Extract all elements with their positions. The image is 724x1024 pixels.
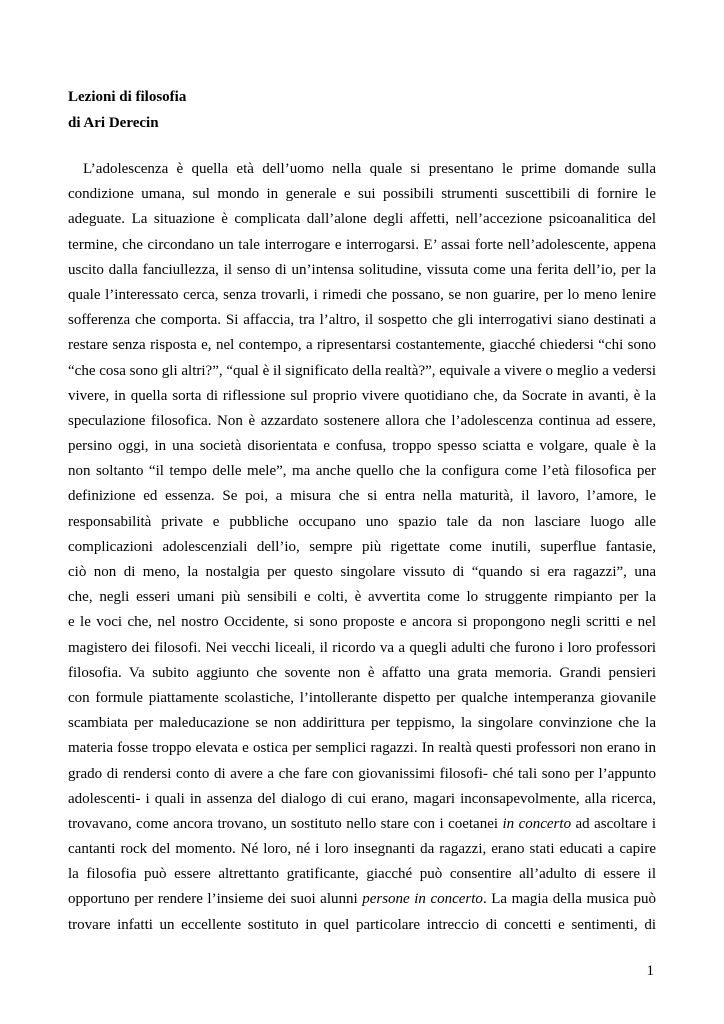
text-line	[68, 636, 656, 661]
text-line	[68, 384, 656, 409]
text-segment: sofferenza che comporta. Si affaccia, tra l’altro, il sospetto che gli interrogativi siano destinati a	[68, 312, 656, 329]
text-segment: L’adolescenza è quella età dell’uomo nella quale si presentano le prime domande sulla	[83, 161, 656, 177]
text-segment: adeguate. La situazione è complicata dall’alone degli affetti, nell’accezione psicoanalitica del	[68, 211, 656, 228]
text-line	[68, 484, 656, 509]
text-segment: . La magia della musica può	[482, 891, 656, 908]
italic-text: persone in concerto	[362, 891, 483, 908]
text-segment: la filosofia può essere altrettanto gratificante, giacché può consentire all’adulto di essere il	[68, 866, 656, 883]
text-segment: definizione ed essenza. Se poi, a misura che si entra nella maturità, il lavoro, l’amore, le	[68, 488, 656, 505]
text-line	[68, 333, 656, 358]
body-paragraph	[68, 157, 656, 938]
text-segment: condizione umana, sul mondo in generale e sui possibili strumenti suscettibili di fornire le	[68, 186, 656, 203]
text-segment: e le voci che, nel nostro Occidente, si sono proposte e ancora si propongono negli scritti e nel	[68, 614, 656, 631]
page-number: 1	[646, 963, 654, 979]
text-segment: adolescenti- i quali in assenza del dialogo di cui erano, magari inconsapevolmente, alla ricerca,	[68, 790, 656, 807]
text-line	[68, 434, 656, 459]
text-segment: quale l’interessato cerca, senza trovarli, i rimedi che possano, se non guarire, per lo meno lenire	[68, 286, 656, 303]
text-segment: responsabilità private e pubbliche occupano uno spazio tale da non lasciare luogo alle	[68, 513, 656, 530]
text-line	[68, 157, 656, 182]
text-line	[68, 308, 656, 333]
text-line	[68, 560, 656, 585]
text-line	[68, 182, 656, 207]
text-line	[68, 661, 656, 686]
text-segment: cantanti rock del momento. Né loro, né i loro insegnanti da ragazzi, erano stati educati a capire	[68, 841, 656, 858]
text-segment: materia fosse troppo elevata e ostica per semplici ragazzi. In realtà questi professori non erano in	[68, 740, 656, 757]
text-line	[68, 736, 656, 761]
text-line	[68, 610, 656, 635]
text-segment: trovavano, come ancora trovano, un sostituto nello stare con i coetanei	[68, 815, 503, 832]
text-segment: vivere, in quella sorta di riflessione sul proprio vivere quotidiano che, da Socrate in avanti, è la	[68, 387, 656, 404]
text-line	[68, 913, 656, 938]
text-line	[68, 359, 656, 384]
text-line	[68, 686, 656, 711]
text-segment: ad ascoltare i	[571, 815, 656, 832]
text-line	[68, 887, 656, 912]
text-segment: con formule piattamente scolastiche, l’intollerante dispetto per qualche intemperanza giovanile	[68, 689, 656, 706]
text-segment: termine, che circondano un tale interrogare e interrogarsi. E’ assai forte nell’adolescente, appena	[68, 236, 656, 253]
title-block	[68, 84, 186, 136]
text-line	[68, 258, 656, 283]
text-line	[68, 837, 656, 862]
text-line	[68, 283, 656, 308]
text-segment: grado di rendersi conto di avere a che fare con giovanissimi filosofi- ché tali sono per l’appunto	[68, 765, 656, 782]
text-segment: complicazioni adolescenziali dell’io, sempre più rigettate come inutili, superflue fantasie,	[68, 538, 656, 555]
text-segment: scambiata per maleducazione se non addirittura per teppismo, la singolare convinzione che la	[68, 715, 656, 732]
text-segment: restare senza risposta e, nel contempo, a ripresentarsi costantemente, giacché chiedersi “chi sono	[68, 337, 656, 354]
text-line	[68, 233, 656, 258]
text-line	[68, 535, 656, 560]
text-line	[68, 711, 656, 736]
text-segment: “che cosa sono gli altri?”, “qual è il significato della realtà?”, equivale a vivere o meglio a vedersi	[68, 362, 656, 379]
text-segment: ciò non di meno, la nostalgia per questo singolare vissuto di “quando si era ragazzi”, una	[68, 564, 656, 580]
text-segment: opportuno per rendere l’insieme dei suoi alunni	[68, 891, 363, 908]
document-author: di Ari Derecin	[68, 115, 159, 131]
text-segment: che, negli esseri umani più sensibili e colti, è avvertita come lo struggente rimpianto per la	[68, 589, 656, 606]
text-segment: filosofia. Va subito aggiunto che sovente non è affatto una grata memoria. Grandi pensieri	[68, 664, 656, 681]
text-segment: non soltanto “il tempo delle mele”, ma anche quello che la configura come l’età filosofica per	[68, 463, 656, 480]
text-line	[68, 409, 656, 434]
text-line	[68, 812, 656, 837]
text-line	[68, 510, 656, 535]
text-line	[68, 787, 656, 812]
italic-text: in concerto	[502, 815, 572, 832]
text-segment: speculazione filosofica. Non è azzardato sostenere allora che l’adolescenza continua ad essere,	[68, 412, 656, 429]
text-segment: magistero dei filosofi. Nei vecchi liceali, il ricordo va a quegli adulti che furono i loro professori	[68, 639, 656, 656]
text-segment: uscito dalla fanciullezza, il senso di un’intensa solitudine, vissuta come una ferita dell’io, per la	[68, 261, 656, 278]
text-line	[68, 762, 656, 787]
text-line	[68, 459, 656, 484]
text-segment: persino oggi, in una società disorientata e confusa, troppo spesso sciatta e volgare, quale è la	[68, 438, 656, 455]
text-line	[68, 207, 656, 232]
text-line	[68, 585, 656, 610]
document-title: Lezioni di filosofia	[68, 89, 187, 105]
text-line	[68, 862, 656, 887]
text-segment: trovare infatti un eccellente sostituto in quel particolare intreccio di concetti e sentimenti, di	[68, 916, 656, 933]
